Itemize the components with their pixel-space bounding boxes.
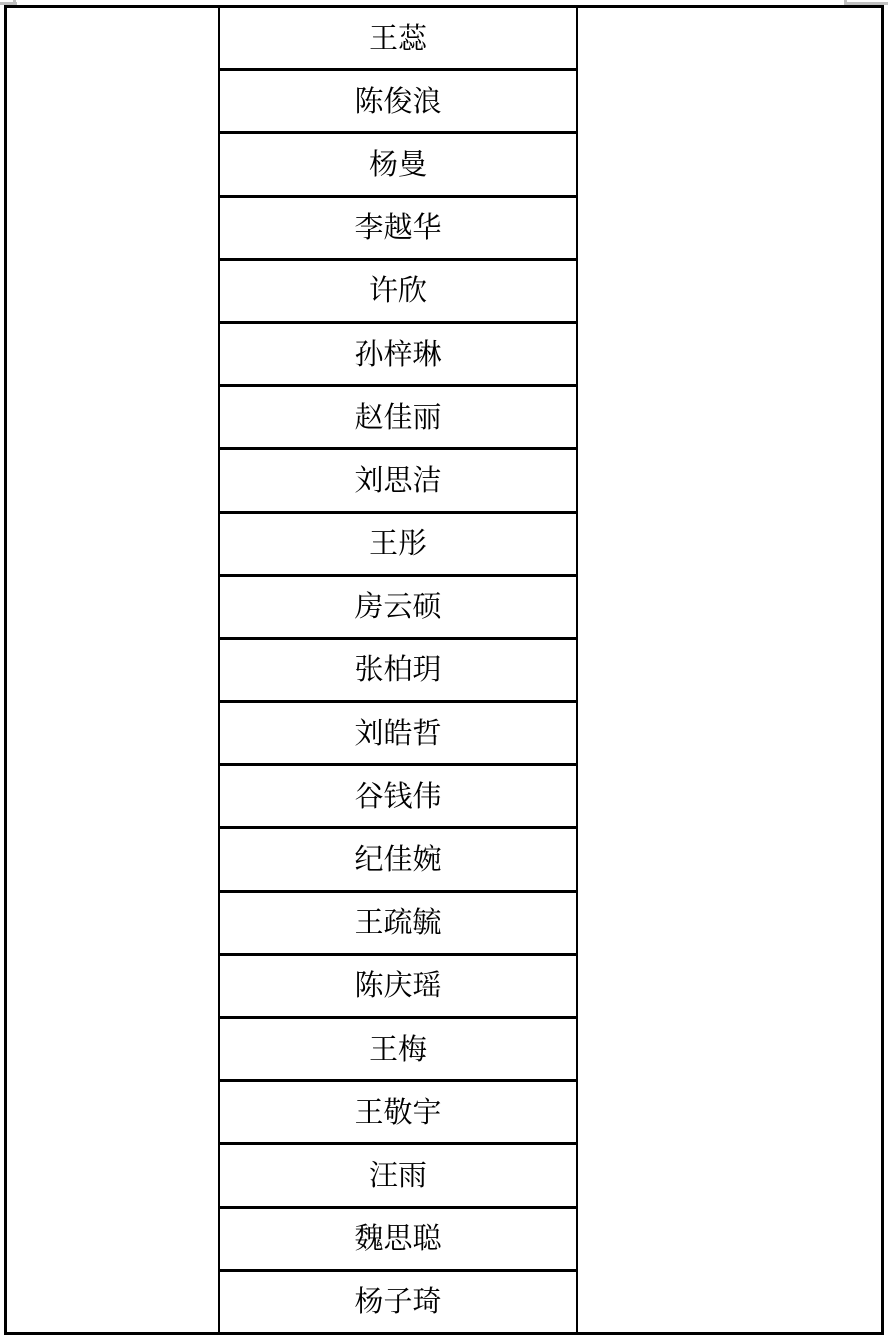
person-name: 孙梓琳 <box>354 336 442 371</box>
name-cell <box>220 956 576 1019</box>
name-cell <box>220 198 576 261</box>
name-cell <box>220 324 576 387</box>
name-cell <box>220 893 576 956</box>
empty-left-column-cell <box>7 8 218 1332</box>
name-cell <box>220 577 576 640</box>
person-name: 杨曼 <box>368 146 427 181</box>
name-cell <box>220 766 576 829</box>
name-cell <box>220 387 576 450</box>
person-name: 陈庆瑶 <box>354 968 442 1003</box>
name-cell <box>220 1019 576 1082</box>
name-cell <box>220 134 576 197</box>
person-name: 汪雨 <box>368 1157 427 1192</box>
person-name: 许欣 <box>368 273 427 308</box>
name-cell <box>220 71 576 134</box>
name-cell <box>220 640 576 703</box>
person-name: 王敬宇 <box>354 1094 442 1129</box>
person-name: 房云硕 <box>354 589 442 624</box>
name-cell <box>220 1145 576 1208</box>
name-cell <box>220 450 576 513</box>
name-roster-table <box>4 5 884 1335</box>
names-column <box>218 8 578 1332</box>
person-name: 赵佳丽 <box>354 399 442 434</box>
name-cell <box>220 1082 576 1145</box>
person-name: 王彤 <box>368 526 427 561</box>
person-name: 杨子琦 <box>354 1284 442 1319</box>
person-name: 王疏毓 <box>354 905 442 940</box>
person-name: 刘皓哲 <box>354 715 442 750</box>
person-name: 王蕊 <box>368 20 427 55</box>
person-name: 王梅 <box>368 1031 427 1066</box>
name-cell <box>220 514 576 577</box>
name-cell <box>220 829 576 892</box>
person-name: 李越华 <box>354 210 442 245</box>
name-cell <box>220 703 576 766</box>
name-cell <box>220 261 576 324</box>
name-cell <box>220 1272 576 1332</box>
person-name: 刘思洁 <box>354 462 442 497</box>
name-cell <box>220 8 576 71</box>
person-name: 谷钱伟 <box>354 778 442 813</box>
empty-right-column-cell <box>578 8 881 1332</box>
person-name: 纪佳婉 <box>354 842 442 877</box>
person-name: 陈俊浪 <box>354 83 442 118</box>
person-name: 张柏玥 <box>354 652 442 687</box>
name-cell <box>220 1209 576 1272</box>
person-name: 魏思聪 <box>354 1221 442 1256</box>
